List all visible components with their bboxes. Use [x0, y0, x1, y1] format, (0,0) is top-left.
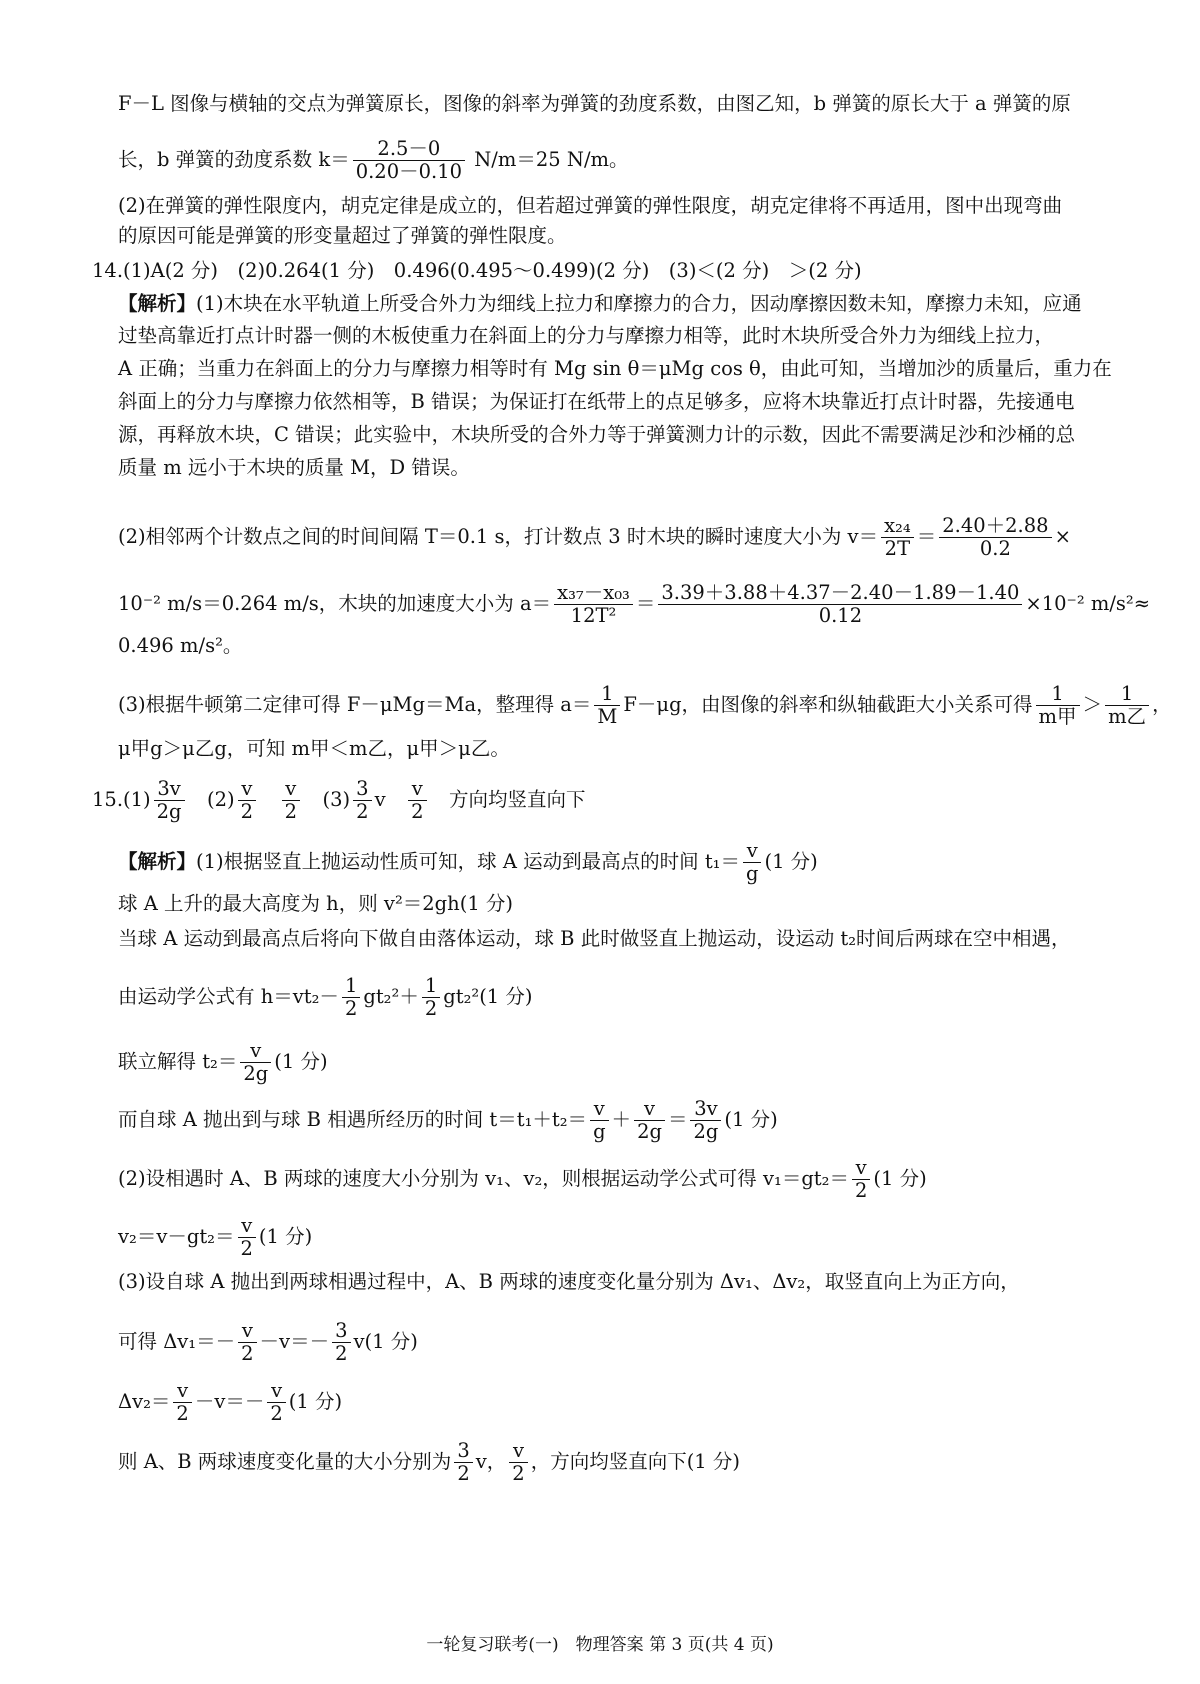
fraction — [594, 683, 620, 728]
numerator: v — [173, 1380, 191, 1403]
text-span: gt₂²(1 分) — [443, 985, 533, 1008]
text-span: 长，b 弹簧的劲度系数 k＝ — [118, 148, 350, 171]
text-line — [118, 1320, 1118, 1365]
denominator: M — [597, 705, 618, 728]
fraction — [154, 778, 185, 823]
text-span: (1 分) — [764, 850, 818, 873]
fraction — [332, 1320, 350, 1365]
text-span: v， — [475, 1450, 507, 1473]
text-span: × — [1054, 525, 1071, 548]
numerator: v — [238, 1320, 256, 1343]
text-span: N/m＝25 N/m。 — [468, 148, 629, 171]
answer-15 — [92, 778, 1092, 823]
numerator: 3 — [353, 778, 371, 801]
text-span: 联立解得 t₂＝ — [118, 1050, 238, 1073]
text-line — [118, 1040, 1118, 1085]
denominator: 2 — [424, 997, 438, 1020]
numerator: v — [509, 1440, 527, 1463]
numerator: v — [634, 1098, 665, 1121]
denominator: 2 — [240, 800, 254, 823]
denominator: 2 — [854, 1179, 868, 1202]
page-footer: 一轮复习联考(一) 物理答案 第 3 页(共 4 页) — [426, 1635, 774, 1655]
text-span: 方向均竖直向下 — [429, 788, 586, 811]
denominator: g — [745, 862, 759, 885]
denominator: 2g — [156, 800, 182, 823]
text-line — [118, 1098, 1118, 1143]
denominator: m乙 — [1108, 705, 1147, 728]
text-line — [118, 682, 1172, 728]
fraction — [881, 515, 914, 560]
text-span: ＞ — [1082, 693, 1103, 716]
text-line — [118, 515, 1118, 560]
denominator: 2T — [884, 537, 911, 560]
denominator: 2 — [344, 997, 358, 1020]
text-line: 当球 A 运动到最高点后将向下做自由落体运动，球 B 此时做竖直上抛运动，设运动 t₂时间后两球在空中相遇， — [118, 927, 1071, 950]
denominator: m甲 — [1038, 705, 1077, 728]
fraction — [852, 1157, 870, 1202]
fraction — [267, 1380, 285, 1425]
text-span: (3) — [303, 788, 351, 811]
denominator: 2 — [270, 1402, 283, 1425]
fraction — [408, 778, 426, 823]
denominator: 2g — [693, 1120, 719, 1143]
text-line: 球 A 上升的最大高度为 h，则 v²＝2gh(1 分) — [118, 892, 514, 915]
text-line: F－L 图像与横轴的交点为弹簧原长，图像的斜率为弹簧的劲度系数，由图乙知，b 弹簧的原长大于 a 弹簧的原 — [118, 92, 1071, 115]
denominator: 2 — [457, 1462, 470, 1485]
text-span: (1 分) — [724, 1108, 778, 1131]
denominator: 2 — [176, 1402, 189, 1425]
text-line — [118, 581, 1151, 627]
denominator: 2 — [241, 1342, 254, 1365]
fraction — [240, 1040, 271, 1085]
numerator: 1 — [1105, 683, 1149, 706]
text-line — [118, 1157, 1118, 1202]
fraction — [282, 778, 300, 823]
text-line — [118, 840, 1118, 885]
text-span: (1)木块在水平轨道上所受合外力为细线上拉力和摩擦力的合力，因动摩擦因数未知，摩擦力未知，应通 — [196, 292, 1082, 315]
text-span: (1 分) — [288, 1390, 343, 1413]
fraction — [743, 840, 761, 885]
text-span: (2) — [187, 788, 235, 811]
text-span: F－μg，由图像的斜率和纵轴截距大小关系可得 — [623, 693, 1033, 716]
text-span: 15.(1) — [92, 788, 151, 811]
numerator: 2.5－0 — [353, 138, 465, 161]
fraction — [353, 138, 465, 183]
text-span: 10⁻² m/s＝0.264 m/s，木块的加速度大小为 a＝ — [118, 592, 552, 615]
denominator: 0.2 — [979, 537, 1011, 560]
text-span: ＝ — [667, 1108, 688, 1131]
text-span: ， — [1152, 693, 1172, 716]
analysis-tag: 【解析】 — [118, 292, 197, 315]
text-span: (2)设相遇时 A、B 两球的速度大小分别为 v₁、v₂，则根据运动学公式可得 v₁＝gt₂＝ — [118, 1167, 849, 1190]
answer-14: 14.(1)A(2 分) (2)0.264(1 分) 0.496(0.495～0.499)(2 分) (3)＜(2 分) ＞(2 分) — [92, 259, 862, 282]
numerator: v — [852, 1157, 870, 1180]
text-span: ＝ — [916, 525, 937, 548]
numerator: v — [238, 778, 256, 801]
numerator: 3v — [690, 1098, 721, 1121]
numerator: v — [408, 778, 426, 801]
text-line: 斜面上的分力与摩擦力依然相等，B 错误；为保证打在纸带上的点足够多，应将木块靠近打点计时器，先接通电 — [118, 390, 1075, 413]
denominator: 2 — [512, 1462, 525, 1485]
denominator: 0.12 — [818, 604, 863, 627]
numerator: v — [267, 1380, 285, 1403]
text-span: 可得 Δv₁＝－ — [118, 1330, 236, 1353]
numerator: 3.39＋3.88＋4.37－2.40－1.89－1.40 — [658, 582, 1022, 605]
text-span: 则 A、B 两球速度变化量的大小分别为 — [118, 1450, 452, 1473]
denominator: 2 — [335, 1342, 348, 1365]
analysis-tag: 【解析】 — [118, 850, 197, 873]
text-span: gt₂²＋ — [363, 985, 419, 1008]
fraction — [454, 1440, 472, 1485]
fraction — [353, 778, 371, 823]
denominator: 2 — [240, 1237, 253, 1260]
text-span: ＝ — [635, 592, 656, 615]
fraction — [173, 1380, 191, 1425]
text-line: 0.496 m/s²。 — [118, 634, 243, 657]
fraction — [342, 975, 360, 1020]
fraction — [238, 778, 256, 823]
text-span: －v＝－ — [259, 1330, 330, 1353]
text-span: (1 分) — [873, 1167, 927, 1190]
text-span: (1)根据竖直上抛运动性质可知，球 A 运动到最高点的时间 t₁＝ — [196, 850, 740, 873]
text-span: v — [374, 788, 386, 811]
numerator: 2.40＋2.88 — [939, 515, 1051, 538]
fraction — [590, 1098, 608, 1143]
text-line: 过垫高靠近打点计时器一侧的木板使重力在斜面上的分力与摩擦力相等，此时木块所受合外力为细线上拉力， — [118, 324, 1055, 347]
denominator: 2 — [411, 800, 424, 823]
text-span: 而自球 A 抛出到与球 B 相遇所经历的时间 t＝t₁＋t₂＝ — [118, 1108, 588, 1131]
denominator: 2g — [637, 1120, 662, 1143]
fraction — [634, 1098, 665, 1143]
text-span: 由运动学公式有 h＝vt₂－ — [118, 985, 339, 1008]
text-line — [118, 975, 1118, 1020]
numerator: v — [238, 1215, 256, 1238]
fraction — [1105, 683, 1149, 728]
numerator: 3 — [454, 1440, 472, 1463]
fraction — [509, 1440, 527, 1485]
text-line — [118, 290, 1118, 318]
text-span: ，方向均竖直向下(1 分) — [530, 1450, 741, 1473]
text-line: 的原因可能是弹簧的形变量超过了弹簧的弹性限度。 — [118, 224, 567, 247]
text-line — [118, 1215, 1118, 1260]
numerator: v — [590, 1098, 608, 1121]
fraction — [238, 1320, 256, 1365]
text-line: 质量 m 远小于木块的质量 M，D 错误。 — [118, 456, 470, 479]
text-span: (2)相邻两个计数点之间的时间间隔 T＝0.1 s，打计数点 3 时木块的瞬时速度大小为 v＝ — [118, 525, 879, 548]
fraction — [658, 582, 1022, 627]
fraction — [422, 975, 440, 1020]
numerator: 3 — [332, 1320, 350, 1343]
numerator: v — [282, 778, 300, 801]
fraction — [1036, 683, 1080, 728]
text-span: (1 分) — [274, 1050, 328, 1073]
numerator: v — [240, 1040, 271, 1063]
denominator: 12T² — [570, 604, 617, 627]
text-line — [118, 1380, 1118, 1425]
text-line: (3)设自球 A 抛出到两球相遇过程中，A、B 两球的速度变化量分别为 Δv₁、Δv₂，取竖直向上为正方向， — [118, 1270, 1020, 1293]
numerator: 1 — [342, 975, 360, 998]
text-span: (1 分) — [258, 1225, 313, 1248]
denominator: 0.20－0.10 — [355, 160, 463, 183]
denominator: 2 — [356, 800, 369, 823]
text-line: 源，再释放木块，C 错误；此实验中，木块所受的合外力等于弹簧测力计的示数，因此不需要满足沙和沙桶的总 — [118, 423, 1076, 446]
numerator: 1 — [1036, 683, 1080, 706]
denominator: 2 — [284, 800, 298, 823]
denominator: 2g — [243, 1062, 269, 1085]
numerator: 1 — [594, 683, 620, 706]
text-line: A 正确；当重力在斜面上的分力与摩擦力相等时有 Mg sin θ＝μMg cos θ，由此可知，当增加沙的质量后，重力在 — [118, 357, 1112, 380]
numerator: v — [743, 840, 761, 863]
numerator: x₃₇－x₀₃ — [554, 582, 633, 605]
numerator: 1 — [422, 975, 440, 998]
text-span: ＋ — [611, 1108, 632, 1131]
denominator: g — [593, 1120, 606, 1143]
text-span: v₂＝v－gt₂＝ — [118, 1225, 235, 1248]
text-span: －v＝－ — [194, 1390, 265, 1413]
text-line — [118, 138, 1118, 183]
fraction — [238, 1215, 256, 1260]
text-span: (3)根据牛顿第二定律可得 F－μMg＝Ma，整理得 a＝ — [118, 693, 592, 716]
text-line: (2)在弹簧的弹性限度内，胡克定律是成立的，但若超过弹簧的弹性限度，胡克定律将不再适用，图中出现弯曲 — [118, 194, 1063, 217]
numerator: 3v — [154, 778, 185, 801]
fraction — [690, 1098, 721, 1143]
fraction — [939, 515, 1051, 560]
text-span: v(1 分) — [353, 1330, 418, 1353]
numerator: x₂₄ — [881, 515, 914, 538]
text-span: ×10⁻² m/s²≈ — [1025, 592, 1151, 615]
text-line — [118, 1440, 1118, 1485]
text-line: μ甲g＞μ乙g，可知 m甲＜m乙，μ甲＞μ乙。 — [118, 737, 510, 760]
text-span: Δv₂＝ — [118, 1390, 171, 1413]
fraction — [554, 582, 633, 627]
